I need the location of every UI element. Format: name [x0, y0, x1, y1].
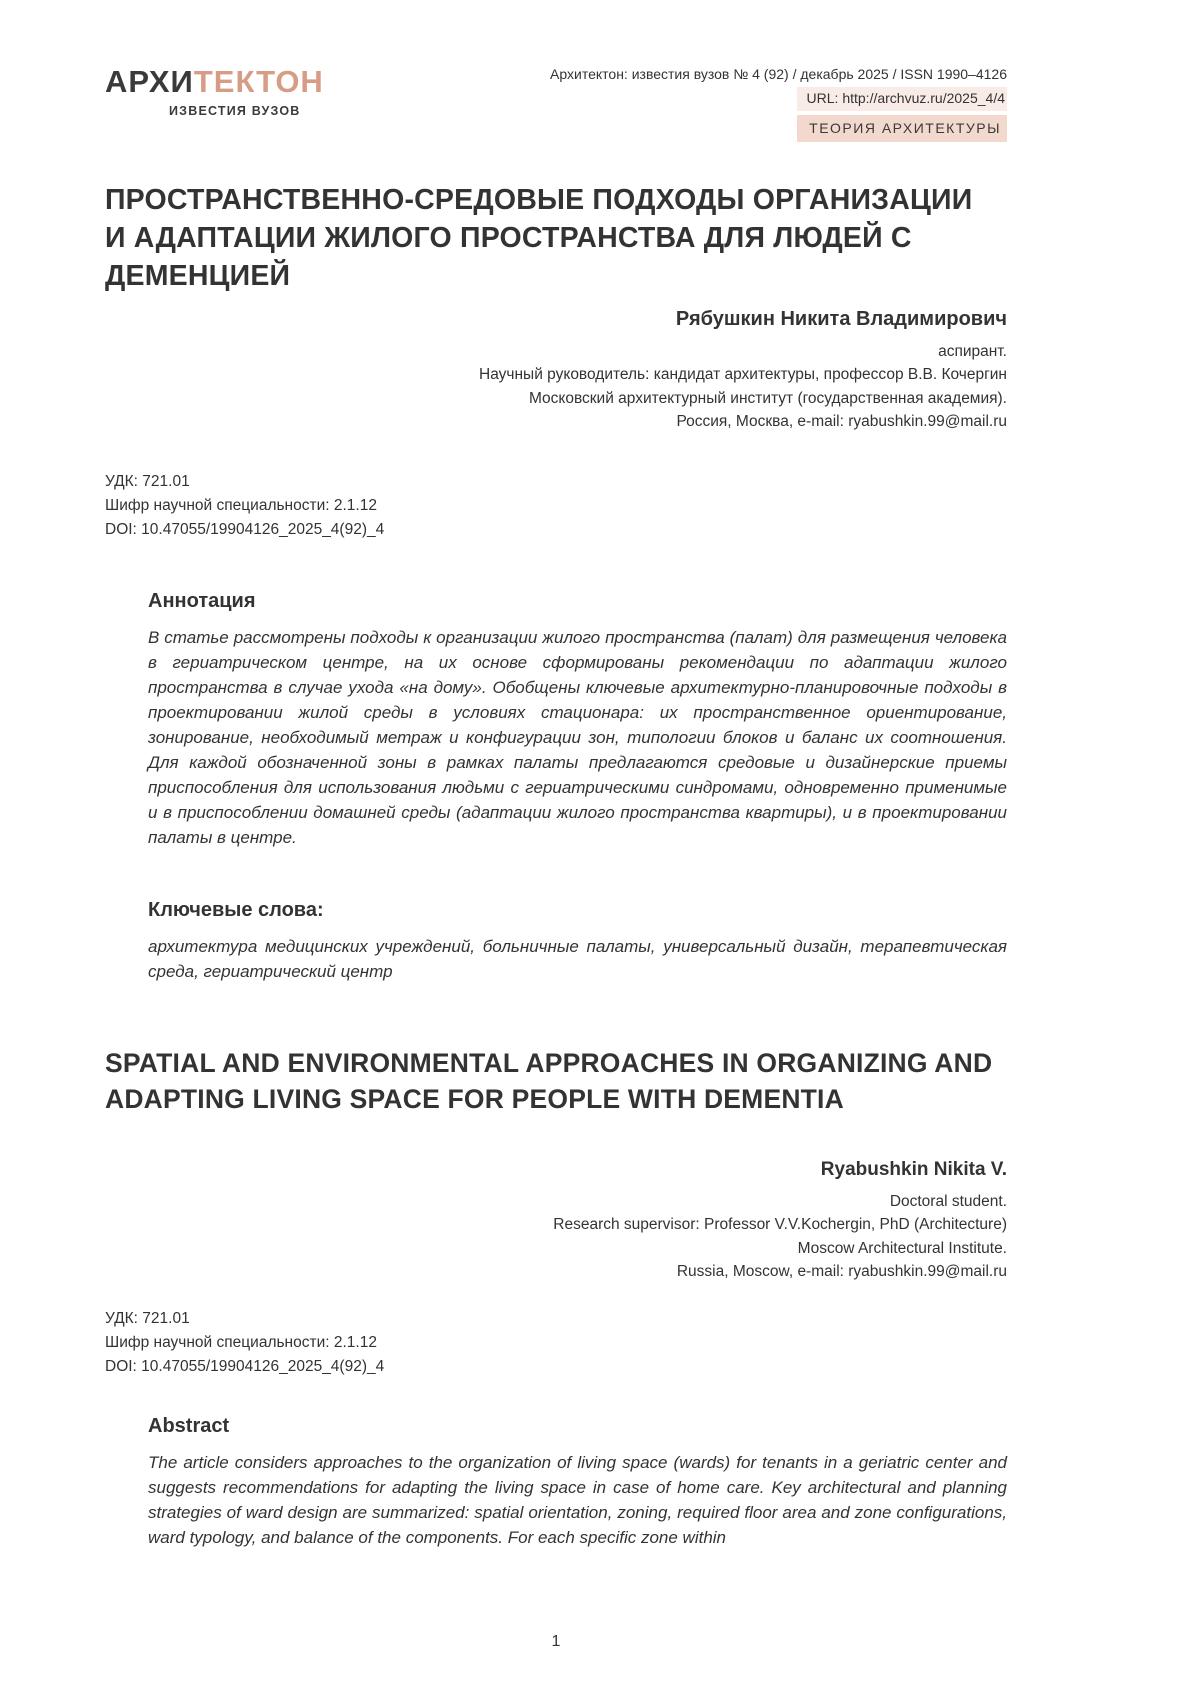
affiliation-line: Московский архитектурный институт (государственная академия).	[528, 389, 1007, 407]
abstract-heading-en: Abstract	[148, 1415, 230, 1438]
author-affiliation-en	[105, 1190, 1007, 1283]
affiliation-line: Россия, Москва, e-mail: ryabushkin.99@mail.ru	[676, 412, 1007, 430]
keywords-text-ru: архитектура медицинских учреждений, больничные палаты, универсальный дизайн, терапевтическая среда, гериатрический центр	[148, 937, 1007, 982]
affiliation-line: Research supervisor: Professor V.V.Kochergin, PhD (Architecture)	[553, 1216, 1007, 1234]
journal-meta	[550, 66, 1007, 146]
page-number: 1	[551, 1633, 561, 1650]
article-meta-en	[105, 1307, 1007, 1379]
specialty-line: Шифр научной специальности: 2.1.12	[105, 1334, 377, 1352]
abstract-heading-ru: Аннотация	[148, 590, 256, 613]
logo-subtitle: ИЗВЕСТИЯ ВУЗОВ	[169, 104, 301, 118]
affiliation-line: Russia, Moscow, e-mail: ryabushkin.99@mail.ru	[676, 1262, 1007, 1280]
author-name-ru: Рябушкин Никита Владимирович	[675, 308, 1007, 331]
udk-line: УДК: 721.01	[105, 473, 190, 491]
section-label: ТЕОРИЯ АРХИТЕКТУРЫ	[797, 115, 1007, 143]
affiliation-line: Научный руководитель: кандидат архитектуры, профессор В.В. Кочергин	[479, 366, 1007, 384]
journal-header	[105, 66, 1007, 146]
article-title-en: SPATIAL AND ENVIRONMENTAL APPROACHES IN ORGANIZING AND ADAPTING LIVING SPACE FOR PEOPLE WITH DEMENTIA	[105, 1048, 993, 1115]
author-row-ru	[105, 308, 1007, 331]
article-title-ru: ПРОСТРАНСТВЕННО-СРЕДОВЫЕ ПОДХОДЫ ОРГАНИЗАЦИИ И АДАПТАЦИИ ЖИЛОГО ПРОСТРАНСТВА ДЛЯ ЛЮДЕЙ С ДЕМЕНЦИЕЙ	[105, 184, 973, 292]
journal-url-link[interactable]: URL: http://archvuz.ru/2025_4/4	[797, 87, 1007, 111]
doi-line: DOI: 10.47055/19904126_2025_4(92)_4	[105, 521, 385, 539]
udk-line: УДК: 721.01	[105, 1310, 190, 1328]
author-name-en: Ryabushkin Nikita V.	[820, 1159, 1007, 1181]
logo-wordmark	[105, 66, 324, 97]
logo-text-accent: ТЕКТОН	[193, 64, 324, 99]
abstract-text-ru: В статье рассмотрены подходы к организации жилого пространства (палат) для размещения человека в гериатрическом центре, на их основе сформированы рекомендации по адаптации жилого пространства в случае ухода «на дому». Обобщены ключевые архитектурно-планировочные подходы в проектировании жилой среды в условиях стационара: их пространственное ориентирование, зонирование, необходимый метраж и конфигурации зон, типологии блоков и баланс их соотношения. Для каждой обозначенной зоны в рамках палаты предлагаются средовые и дизайнерские приемы приспособления для использования людьми с гериатрическими синдромами, одновременно применимые и в приспособлении домашней среды (адаптации жилого пространства квартиры), и в проектировании палаты в центре.	[148, 628, 1007, 848]
journal-issue-info: Архитектон: известия вузов № 4 (92) / декабрь 2025 / ISSN 1990–4126	[550, 66, 1007, 82]
abstract-text-en: The article considers approaches to the organization of living space (wards) for tenants in a geriatric center and suggests recommendations for adapting the living space in case of home care. Key architectural and planning strategies of ward design are summarized: spatial orientation, zoning, required floor area and zone configurations, ward typology, and balance of the components. For each specific zone within	[148, 1453, 1007, 1548]
affiliation-line: Doctoral student.	[889, 1193, 1007, 1211]
affiliation-line: аспирант.	[938, 343, 1007, 361]
doi-line: DOI: 10.47055/19904126_2025_4(92)_4	[105, 1358, 385, 1376]
journal-logo	[105, 66, 324, 118]
affiliation-line: Moscow Architectural Institute.	[797, 1239, 1007, 1257]
specialty-line: Шифр научной специальности: 2.1.12	[105, 497, 377, 515]
author-affiliation-ru	[105, 340, 1007, 433]
keywords-heading-ru: Ключевые слова:	[148, 899, 324, 922]
article-content	[105, 182, 1007, 1551]
logo-text-primary: АРХИ	[105, 64, 194, 99]
journal-url-row	[550, 87, 1007, 111]
article-meta-ru	[105, 470, 1007, 542]
author-row-en	[105, 1159, 1007, 1181]
section-label-row	[550, 115, 1007, 143]
